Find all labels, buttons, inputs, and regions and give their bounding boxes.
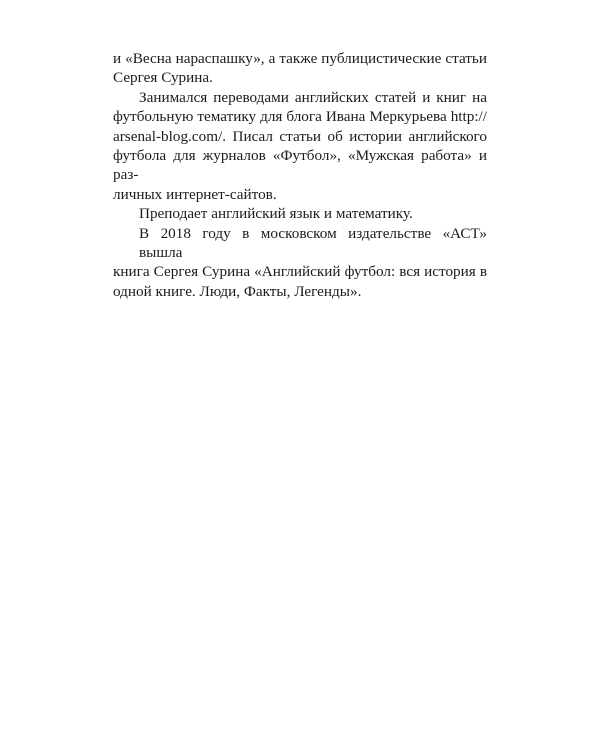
text-line: В 2018 году в московском издательстве «АСТ» вышла [139,224,487,262]
text-line: книга Сергея Сурина «Английский футбол: вся история в [113,263,487,281]
body-text [113,49,487,301]
text-line: arsenal-blog.com/. Писал статьи об истории английского [113,127,487,145]
text-line: футбола для журналов «Футбол», «Мужская работа» и раз- [113,147,487,184]
text-line: Занимался переводами английских статей и книг на [139,88,487,106]
text-line: одной книге. Люди, Факты, Легенды». [113,282,362,300]
text-line: Сергея Сурина. [113,69,213,87]
text-line: и «Весна нараспашку», а также публицистические статьи [113,50,487,67]
text-line: Преподает английский язык и математику. [139,205,413,223]
text-line: личных интернет-сайтов. [113,185,277,203]
text-line: футбольную тематику для блога Ивана Меркурьева http:// [113,108,487,126]
